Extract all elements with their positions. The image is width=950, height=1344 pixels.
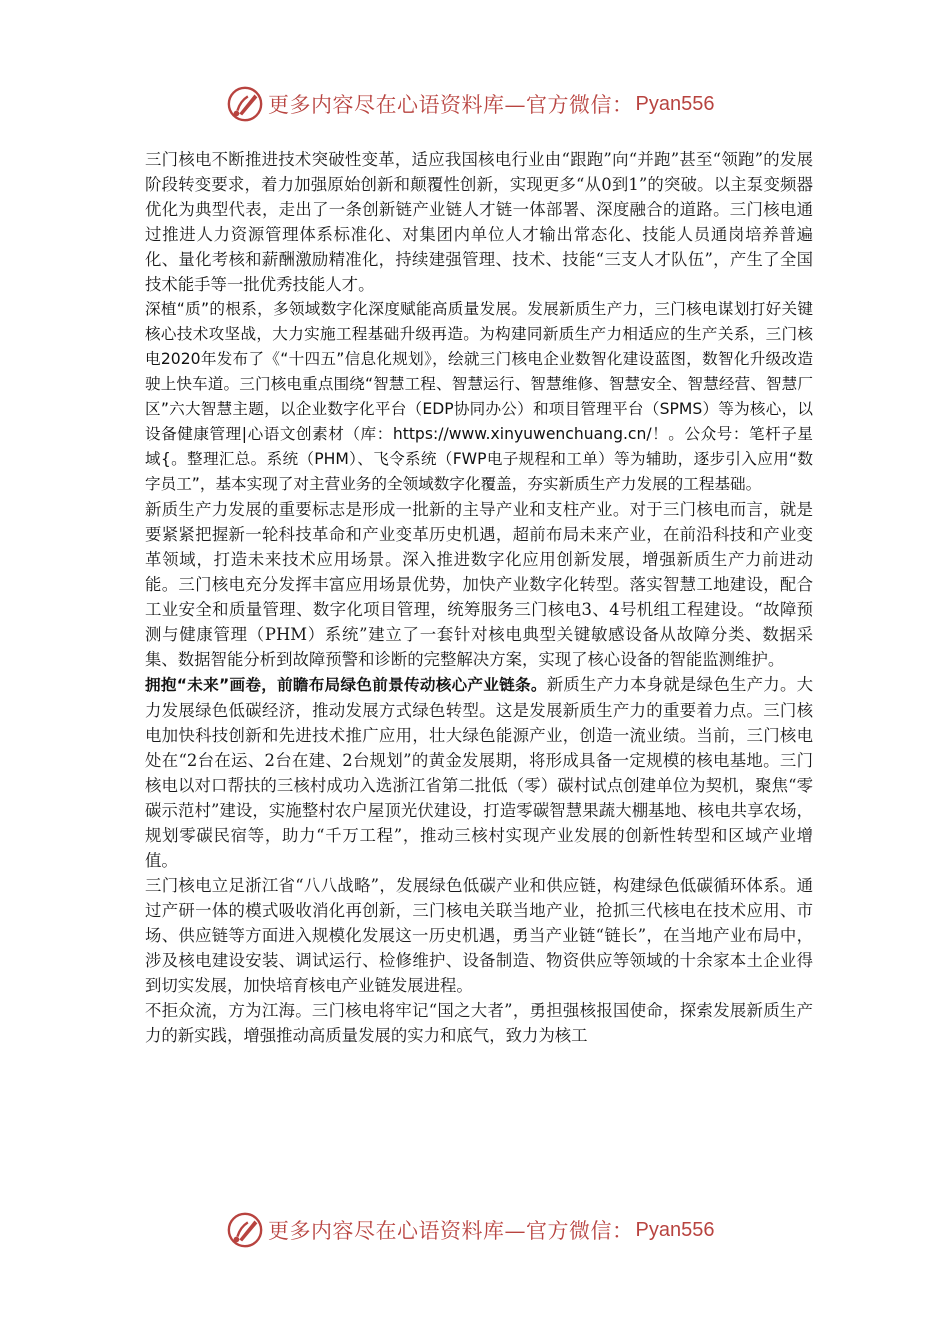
- paragraph: 不拒众流，方为江海。三门核电将牢记“国之大者”，勇担强核报国使命，探索发展新质生产力的新实践，增强推动高质量发展的实力和底气，致力为核工: [145, 1001, 813, 1045]
- paragraph-body: 新质生产力本身就是绿色生产力。大力发展绿色低碳经济，推动发展方式绿色转型。这是发展新质生产力的重要着力点。三门核电加快科技创新和先进技术推广应用，壮大绿色能源产业，创造一流业绩。当前，三门核电处在“2台在运、2台在建、2台规划”的黄金发展期，将形成具备一定规模的核电基地。三门核电以对口帮扶的三核村成功入选浙江省第二批低（零）碳村试点创建单位为契机，聚焦“零碳示范村”建设，实施整村农户屋顶光伏建设，打造零碳智慧果蔬大棚基地、核电共享农场，规划零碳民宿等，助力“千万工程”，推动三核村实现产业发展的创新性转型和区域产业增值。: [145, 675, 814, 870]
- pen-logo-icon: [226, 1211, 264, 1249]
- article-body: [145, 147, 813, 1048]
- paragraph-lead: 拥抱“未来”画卷，前瞻布局绿色前景传动核心产业链条。: [145, 676, 547, 694]
- paragraph: [145, 672, 813, 873]
- banner-wechat-id: Pyan556: [635, 1218, 715, 1241]
- paragraph: 深植“质”的根系，多领域数字化深度赋能高质量发展。发展新质生产力，三门核电谋划打好关键核心技术攻坚战，大力实施工程基础升级再造。为构建同新质生产力相适应的生产关系，三门核电2020年发布了《“十四五”信息化规划》，绘就三门核电企业数智化建设蓝图，数智化升级改造驶上快车道。三门核电重点围绕“智慧工程、智慧运行、智慧维修、智慧安全、智慧经营、智慧厂区”六大智慧主题，以企业数字化平台（EDP协同办公）和项目管理平台（SPMS）等为核心，以设备健康管理|心语文创素材（库：https://www.xinyuwenchuang.cn/！。公众号：笔杆子星域{。整理汇总。系统（PHM）、飞令系统（FWP电子规程和工单）等为辅助，逐步引入应用“数字员工”，基本实现了对主营业务的全领域数字化覆盖，夯实新质生产力发展的工程基础。: [145, 300, 813, 493]
- banner-text: 更多内容尽在心语资料库—官方微信：: [268, 1219, 634, 1243]
- paragraph: 三门核电不断推进技术突破性变革，适应我国核电行业由“跟跑”向“并跑”甚至“领跑”的发展阶段转变要求，着力加强原始创新和颠覆性创新，实现更多“从0到1”的突破。以主泵变频器优化为典型代表，走出了一条创新链产业链人才链一体部署、深度融合的道路。三门核电通过推进人力资源管理体系标准化、对集团内单位人才输出常态化、技能人员通岗培养普遍化、量化考核和薪酬激励精准化，持续建强管理、技术、技能“三支人才队伍”，产生了全国技术能手等一批优秀技能人才。: [145, 150, 813, 294]
- footer-banner: [226, 1209, 714, 1251]
- banner-wechat-id: Pyan556: [635, 92, 715, 115]
- pen-logo-icon: [226, 85, 264, 123]
- header-banner: [226, 83, 714, 125]
- banner-text: 更多内容尽在心语资料库—官方微信：: [268, 93, 634, 117]
- paragraph: 新质生产力发展的重要标志是形成一批新的主导产业和支柱产业。对于三门核电而言，就是要紧紧把握新一轮科技革命和产业变革历史机遇，超前布局未来产业，在前沿科技和产业变革领域，打造未来技术应用场景。深入推进数字化应用创新发展，增强新质生产力前进动能。三门核电充分发挥丰富应用场景优势，加快产业数字化转型。落实智慧工地建设，配合工业安全和质量管理、数字化项目管理，统筹服务三门核电3、4号机组工程建设。“故障预测与健康管理（PHM）系统”建立了一套针对核电典型关键敏感设备从故障分类、数据采集、数据智能分析到故障预警和诊断的完整解决方案，实现了核心设备的智能监测维护。: [145, 500, 813, 669]
- paragraph: 三门核电立足浙江省“八八战略”，发展绿色低碳产业和供应链，构建绿色低碳循环体系。通过产研一体的模式吸收消化再创新，三门核电关联当地产业，抢抓三代核电在技术应用、市场、供应链等方面进入规模化发展这一历史机遇，勇当产业链“链长”，在当地产业布局中，涉及核电建设安装、调试运行、检修维护、设备制造、物资供应等领域的十余家本土企业得到切实发展，加快培育核电产业链发展进程。: [145, 876, 813, 995]
